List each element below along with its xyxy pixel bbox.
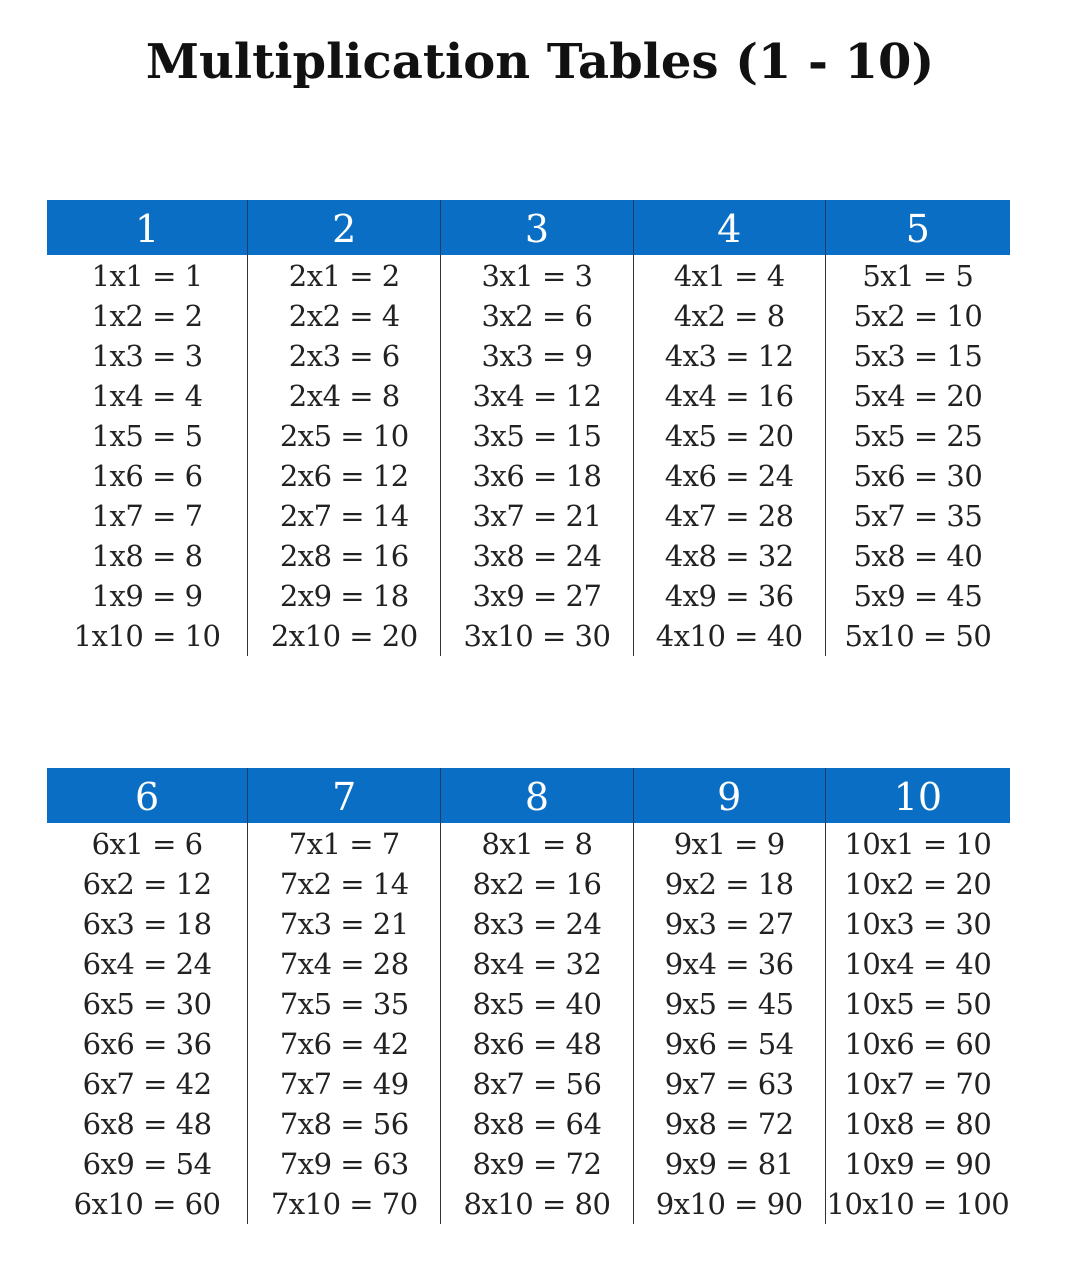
table-row: 3x4 = 12 xyxy=(472,379,602,413)
table-row: 4x3 = 12 xyxy=(664,339,794,373)
table-row: 2x1 = 2 xyxy=(288,259,400,293)
table-row: 2x4 = 8 xyxy=(288,379,400,413)
table-row: 10x10 = 100 xyxy=(826,1187,1010,1221)
table-header: 10 xyxy=(825,768,1010,823)
table-row: 8x1 = 8 xyxy=(481,827,593,861)
table-row: 8x10 = 80 xyxy=(463,1187,611,1221)
table-header: 9 xyxy=(633,768,825,823)
table-row: 4x9 = 36 xyxy=(664,579,794,613)
table-row: 2x2 = 4 xyxy=(288,299,400,333)
table-row: 1x7 = 7 xyxy=(91,499,203,533)
table-block-1-5 xyxy=(47,200,1010,656)
table-column-8 xyxy=(440,768,632,1224)
table-row: 5x10 = 50 xyxy=(844,619,992,653)
table-row: 3x9 = 27 xyxy=(472,579,602,613)
table-row: 9x6 = 54 xyxy=(664,1027,794,1061)
table-body xyxy=(634,255,825,656)
table-body xyxy=(47,823,247,1224)
table-row: 7x7 = 49 xyxy=(279,1067,409,1101)
table-row: 5x1 = 5 xyxy=(862,259,974,293)
table-row: 10x3 = 30 xyxy=(844,907,992,941)
table-row: 1x6 = 6 xyxy=(91,459,203,493)
table-header: 7 xyxy=(247,768,440,823)
table-row: 7x10 = 70 xyxy=(270,1187,418,1221)
table-row: 10x5 = 50 xyxy=(844,987,992,1021)
table-row: 10x1 = 10 xyxy=(844,827,992,861)
table-row: 2x3 = 6 xyxy=(288,339,400,373)
table-column-6 xyxy=(47,768,247,1224)
table-row: 6x2 = 12 xyxy=(82,867,212,901)
table-column-4 xyxy=(633,200,825,656)
table-row: 3x5 = 15 xyxy=(472,419,602,453)
table-row: 1x4 = 4 xyxy=(91,379,203,413)
table-row: 9x4 = 36 xyxy=(664,947,794,981)
table-row: 3x3 = 9 xyxy=(481,339,593,373)
table-body xyxy=(826,823,1010,1224)
table-column-9 xyxy=(633,768,825,1224)
table-row: 10x2 = 20 xyxy=(844,867,992,901)
table-row: 3x8 = 24 xyxy=(472,539,602,573)
table-row: 9x3 = 27 xyxy=(664,907,794,941)
table-row: 2x8 = 16 xyxy=(279,539,409,573)
table-row: 4x8 = 32 xyxy=(664,539,794,573)
table-column-5 xyxy=(825,200,1010,656)
table-column-10 xyxy=(825,768,1010,1224)
table-header: 5 xyxy=(825,200,1010,255)
table-row: 5x9 = 45 xyxy=(853,579,983,613)
table-body xyxy=(441,823,632,1224)
table-row: 6x3 = 18 xyxy=(82,907,212,941)
table-row: 3x6 = 18 xyxy=(472,459,602,493)
page-title: Multiplication Tables (1 - 10) xyxy=(145,34,935,90)
table-row: 7x1 = 7 xyxy=(288,827,400,861)
table-block-6-10 xyxy=(47,768,1010,1224)
table-header: 6 xyxy=(47,768,247,823)
table-row: 6x4 = 24 xyxy=(82,947,212,981)
table-row: 9x9 = 81 xyxy=(664,1147,794,1181)
table-column-7 xyxy=(247,768,440,1224)
table-header: 1 xyxy=(47,200,247,255)
table-row: 1x9 = 9 xyxy=(91,579,203,613)
table-row: 3x7 = 21 xyxy=(472,499,602,533)
table-body xyxy=(248,823,440,1224)
table-row: 10x6 = 60 xyxy=(844,1027,992,1061)
table-row: 1x2 = 2 xyxy=(91,299,203,333)
table-row: 6x10 = 60 xyxy=(73,1187,221,1221)
table-header: 4 xyxy=(633,200,825,255)
table-row: 4x2 = 8 xyxy=(673,299,785,333)
table-row: 3x10 = 30 xyxy=(463,619,611,653)
table-row: 5x8 = 40 xyxy=(853,539,983,573)
table-row: 8x4 = 32 xyxy=(472,947,602,981)
table-column-1 xyxy=(47,200,247,656)
table-row: 1x1 = 1 xyxy=(91,259,203,293)
table-body xyxy=(826,255,1010,656)
table-row: 2x5 = 10 xyxy=(279,419,409,453)
table-row: 2x7 = 14 xyxy=(279,499,409,533)
table-row: 8x6 = 48 xyxy=(472,1027,602,1061)
table-row: 9x1 = 9 xyxy=(673,827,785,861)
table-row: 1x10 = 10 xyxy=(73,619,221,653)
table-row: 7x3 = 21 xyxy=(279,907,409,941)
table-row: 8x9 = 72 xyxy=(472,1147,602,1181)
table-row: 6x9 = 54 xyxy=(82,1147,212,1181)
table-header: 3 xyxy=(440,200,632,255)
table-row: 5x6 = 30 xyxy=(853,459,983,493)
table-row: 5x4 = 20 xyxy=(853,379,983,413)
table-row: 8x5 = 40 xyxy=(472,987,602,1021)
table-row: 4x4 = 16 xyxy=(664,379,794,413)
table-row: 3x1 = 3 xyxy=(481,259,593,293)
table-body xyxy=(248,255,440,656)
table-row: 2x6 = 12 xyxy=(279,459,409,493)
table-row: 4x10 = 40 xyxy=(655,619,803,653)
table-row: 2x10 = 20 xyxy=(270,619,418,653)
table-row: 5x5 = 25 xyxy=(853,419,983,453)
table-row: 1x5 = 5 xyxy=(91,419,203,453)
table-row: 7x8 = 56 xyxy=(279,1107,409,1141)
table-row: 9x5 = 45 xyxy=(664,987,794,1021)
table-row: 4x6 = 24 xyxy=(664,459,794,493)
table-row: 9x10 = 90 xyxy=(655,1187,803,1221)
table-row: 7x9 = 63 xyxy=(279,1147,409,1181)
table-row: 10x4 = 40 xyxy=(844,947,992,981)
table-row: 3x2 = 6 xyxy=(481,299,593,333)
table-row: 6x1 = 6 xyxy=(91,827,203,861)
table-row: 10x7 = 70 xyxy=(844,1067,992,1101)
table-row: 1x3 = 3 xyxy=(91,339,203,373)
table-row: 5x7 = 35 xyxy=(853,499,983,533)
table-header: 2 xyxy=(247,200,440,255)
table-body xyxy=(47,255,247,656)
table-body xyxy=(441,255,632,656)
table-row: 4x5 = 20 xyxy=(664,419,794,453)
table-row: 7x2 = 14 xyxy=(279,867,409,901)
table-column-3 xyxy=(440,200,632,656)
table-row: 8x8 = 64 xyxy=(472,1107,602,1141)
table-row: 2x9 = 18 xyxy=(279,579,409,613)
table-row: 1x8 = 8 xyxy=(91,539,203,573)
table-row: 7x5 = 35 xyxy=(279,987,409,1021)
table-row: 6x8 = 48 xyxy=(82,1107,212,1141)
table-row: 4x1 = 4 xyxy=(673,259,785,293)
table-row: 10x8 = 80 xyxy=(844,1107,992,1141)
table-row: 7x4 = 28 xyxy=(279,947,409,981)
table-row: 8x2 = 16 xyxy=(472,867,602,901)
table-row: 6x6 = 36 xyxy=(82,1027,212,1061)
table-body xyxy=(634,823,825,1224)
table-row: 6x5 = 30 xyxy=(82,987,212,1021)
table-row: 5x2 = 10 xyxy=(853,299,983,333)
table-row: 6x7 = 42 xyxy=(82,1067,212,1101)
table-row: 8x7 = 56 xyxy=(472,1067,602,1101)
table-row: 8x3 = 24 xyxy=(472,907,602,941)
table-row: 4x7 = 28 xyxy=(664,499,794,533)
table-row: 9x7 = 63 xyxy=(664,1067,794,1101)
table-header: 8 xyxy=(440,768,632,823)
table-column-2 xyxy=(247,200,440,656)
table-row: 7x6 = 42 xyxy=(279,1027,409,1061)
table-row: 10x9 = 90 xyxy=(844,1147,992,1181)
table-row: 9x8 = 72 xyxy=(664,1107,794,1141)
table-row: 9x2 = 18 xyxy=(664,867,794,901)
table-row: 5x3 = 15 xyxy=(853,339,983,373)
